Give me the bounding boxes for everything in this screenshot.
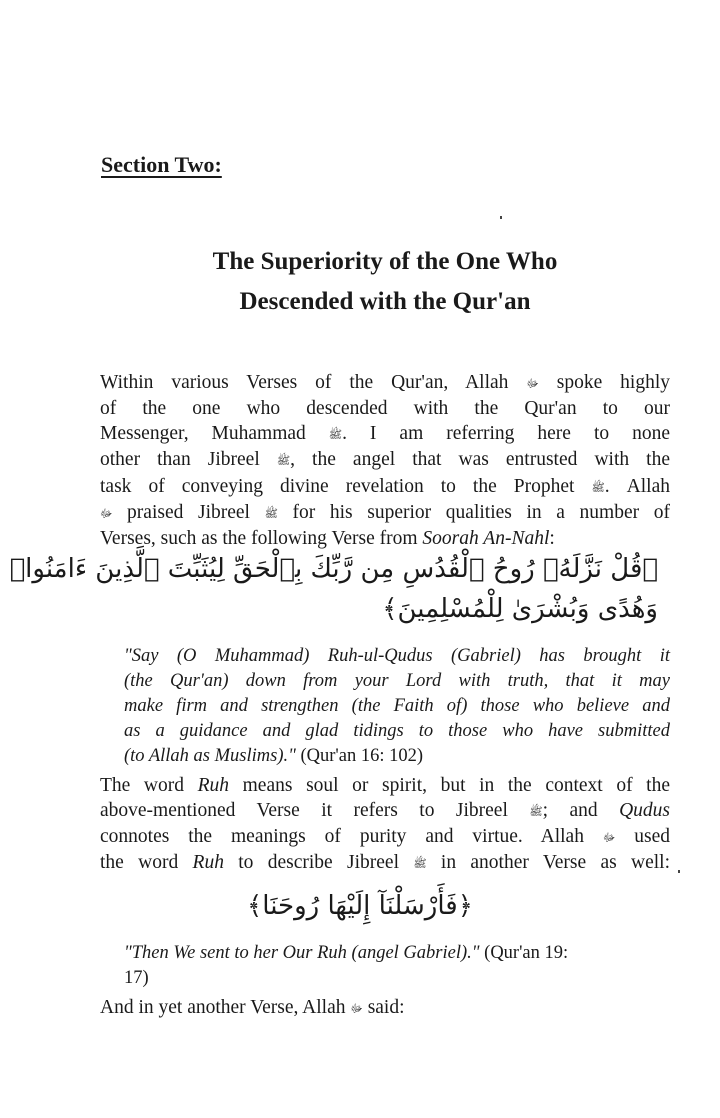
paragraph-another-verse: And in yet another Verse, Allah ﷻ said: <box>100 997 405 1018</box>
page-speck <box>500 216 502 219</box>
honorific-prophet-icon: ﷺ <box>328 428 343 442</box>
title-line-2: Descended with the Qur'an <box>239 288 531 315</box>
honorific-angel-icon: ﷺ <box>413 857 427 871</box>
page-speck <box>678 870 680 873</box>
translation-quote-1: "Say (O Muhammad) Ruh-ul-Qudus (Gabriel) has brought it (the Qur'an) down from your Lord with truth, that it may make firm and strengthen (the Faith of) those who believe and as a guidance and glad tidings to those who have submitted (to Allah as Muslims)." (Qur'an 16: 102) <box>124 646 670 766</box>
honorific-allah-icon: ﷻ <box>602 831 616 845</box>
title-line-1: The Superiority of the One Who <box>212 248 558 275</box>
honorific-angel-icon: ﷺ <box>276 454 291 468</box>
section-label: Section Two: <box>101 152 222 177</box>
honorific-angel-icon: ﷺ <box>264 506 278 520</box>
verse-reference: (Qur'an 16: 102) <box>300 746 424 766</box>
honorific-allah-icon: ﷻ <box>526 376 539 390</box>
verse-reference: (Qur'an 19: <box>484 943 569 963</box>
honorific-angel-icon: ﷺ <box>529 805 543 819</box>
arabic-verse-2: ﴿فَأَرْسَلْنَآ إِلَيْهَا رُوحَنَا﴾ <box>247 891 473 921</box>
honorific-allah-icon: ﷻ <box>350 1001 363 1015</box>
chapter-title <box>100 242 670 322</box>
paragraph-ruh: The word Ruh means soul or spirit, but in the context of the above-mentioned Verse it refers to Jibreel ﷺ; and Qudus connotes the meanings of purity and virtue. Allah ﷻ used the word Ruh to describe Jibreel ﷺ in another Verse as well: <box>100 775 671 874</box>
paragraph-intro: Within various Verses of the Qur'an, Allah ﷻ spoke highly of the one who descended with the Qur'an to our Messenger, Muhammad ﷺ. I am referring here to none other than Jibreel ﷺ, the angel that was entrusted with the task of conveying divine revelation to the Prophet ﷺ. Allah ﷻ praised Jibreel ﷺ for his superior qualities in a number of Verses, such as the following Verse from Soorah An-Nahl: <box>100 372 671 549</box>
honorific-allah-icon: ﷻ <box>100 506 113 520</box>
arabic-verse-1-line-2: وَهُدًى وَبُشْرَىٰ لِلْمُسْلِمِينَ﴾ <box>382 594 658 624</box>
honorific-prophet-icon: ﷺ <box>591 480 605 494</box>
arabic-verse-1-line-1: ﴿قُلْ نَزَّلَهُۥ رُوحُ ٱلْقُدُسِ مِن رَّبِّكَ بِٱلْحَقِّ لِيُثَبِّتَ ٱلَّذِينَ ءَامَنُوا۟ <box>9 554 658 584</box>
verse-reference-continued: 17) <box>124 968 149 988</box>
translation-quote-2: "Then We sent to her Our Ruh (angel Gabriel)." (Qur'an 19: 17) <box>124 943 569 988</box>
